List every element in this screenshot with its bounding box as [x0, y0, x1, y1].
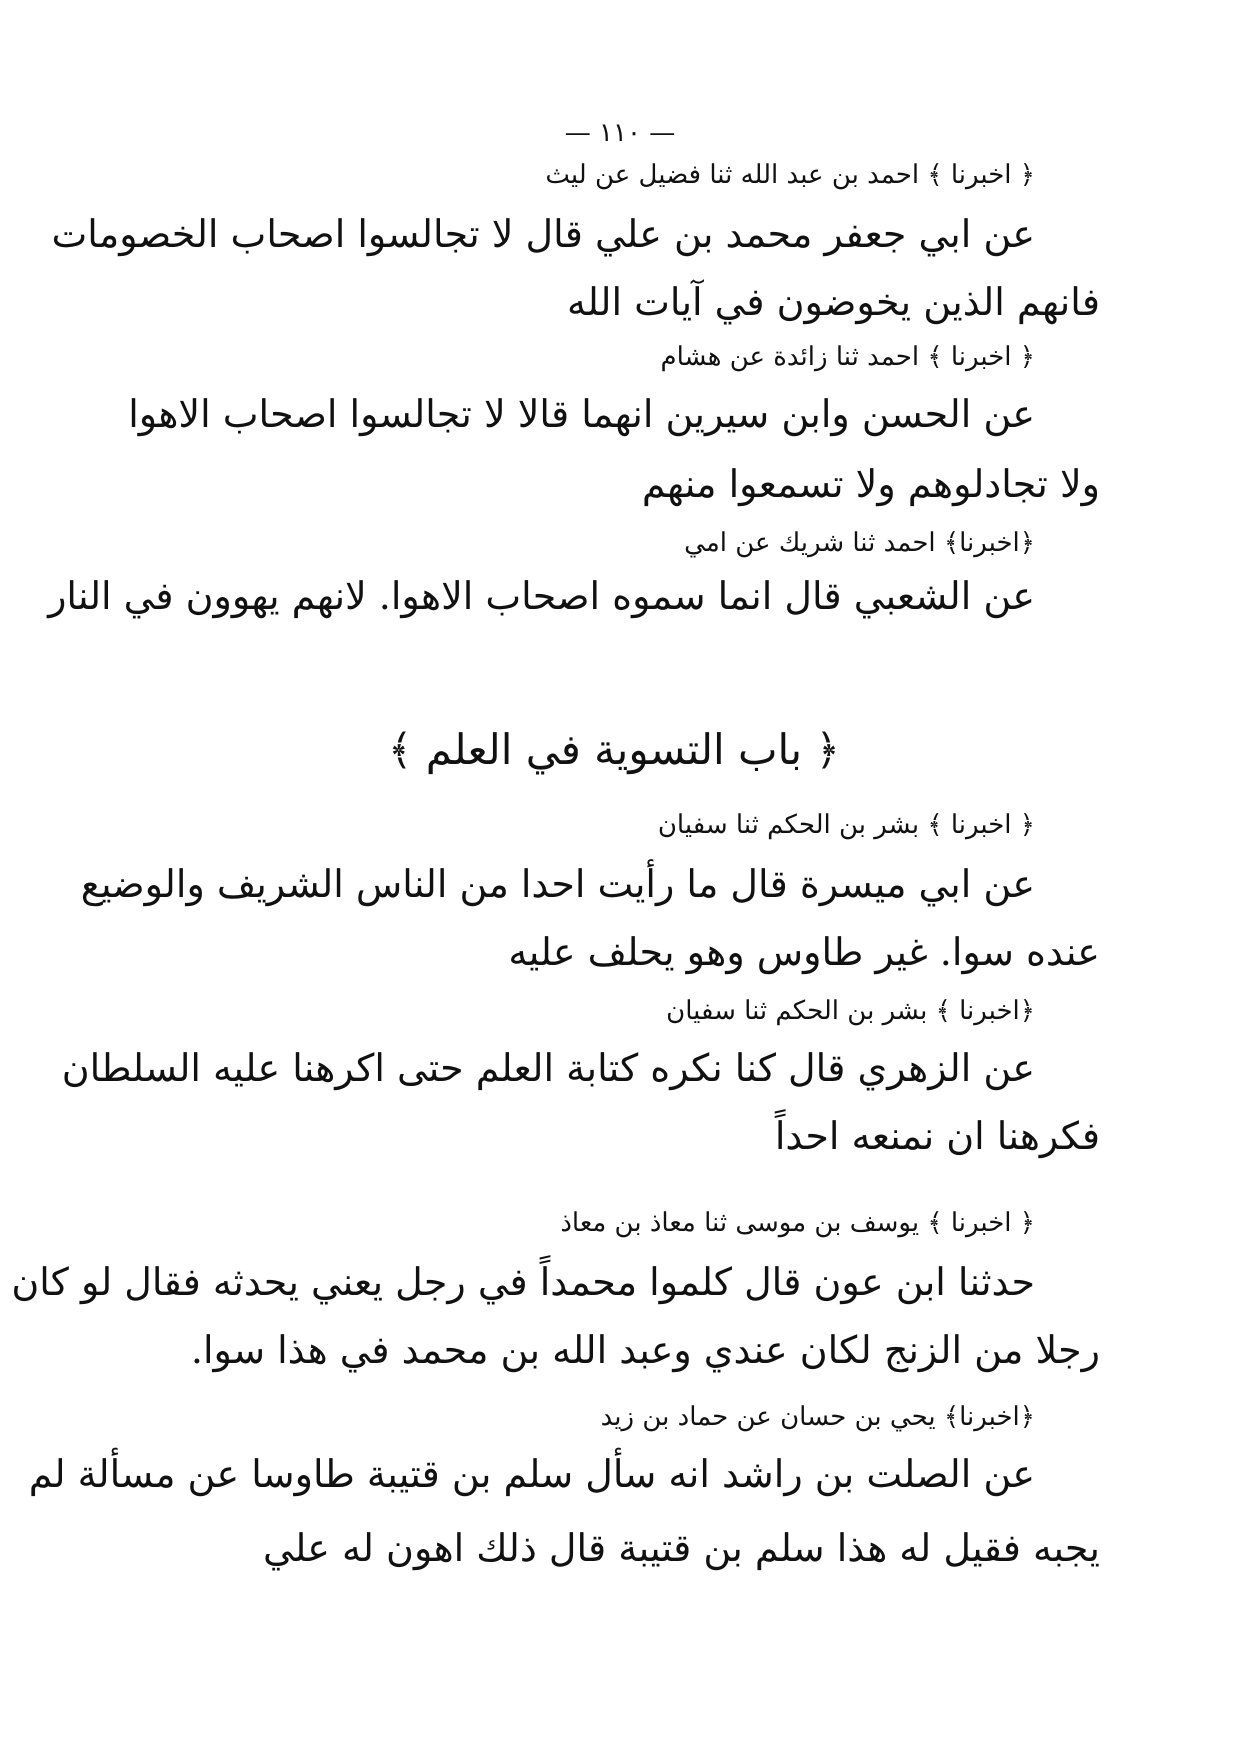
text-line: فانهم الذين يخوضون في آيات الله [566, 280, 1100, 324]
isnad-line: ﴿ اخبرنا ﴾ بشر بن الحكم ثنا سفيان [657, 810, 1035, 840]
text-line: عن الصلت بن راشد انه سأل سلم بن قتيبة طاوسا عن مسألة لم [28, 1452, 1035, 1496]
isnad-line: ﴿ اخبرنا ﴾ احمد ثنا زائدة عن هشام [660, 342, 1035, 372]
text-line: رجلا من الزنج لكان عندي وعبد الله بن محمد في هذا سوا. [190, 1328, 1100, 1372]
text-line: حدثنا ابن عون قال كلموا محمداً في رجل يعني يحدثه فقال لو كان [11, 1260, 1035, 1304]
text-line: ولا تجادلوهم ولا تسمعوا منهم [641, 462, 1100, 506]
page-number: — ١١٠ — [564, 118, 676, 148]
text-line: فكرهنا ان نمنعه احداً [774, 1114, 1100, 1158]
isnad-line: ﴿اخبرنا﴾ احمد ثنا شريك عن امي [684, 528, 1035, 558]
text-line: عن الحسن وابن سيرين انهما قالا لا تجالسوا اصحاب الاهوا [128, 392, 1035, 436]
isnad-line: ﴿ اخبرنا ﴾ يوسف بن موسى ثنا معاذ بن معاذ [560, 1208, 1035, 1238]
text-line: عن الشعبي قال انما سموه اصحاب الاهوا. لانهم يهوون في النار [48, 574, 1035, 618]
isnad-line: ﴿اخبرنا ﴾ بشر بن الحكم ثنا سفيان [666, 996, 1035, 1026]
chapter-heading: ﴿ باب التسوية في العلم ﴾ [387, 725, 840, 774]
text-line: عنده سوا. غير طاوس وهو يحلف عليه [508, 930, 1100, 974]
isnad-line: ﴿ اخبرنا ﴾ احمد بن عبد الله ثنا فضيل عن ليث [545, 160, 1035, 190]
text-line: يجبه فقيل له هذا سلم بن قتيبة قال ذلك اهون له علي [263, 1526, 1100, 1570]
text-line: عن الزهري قال كنا نكره كتابة العلم حتى اكرهنا عليه السلطان [61, 1046, 1035, 1090]
text-line: عن ابي جعفر محمد بن علي قال لا تجالسوا اصحاب الخصومات [51, 212, 1035, 256]
isnad-line: ﴿اخبرنا﴾ يحي بن حسان عن حماد بن زيد [600, 1402, 1035, 1432]
text-line: عن ابي ميسرة قال ما رأيت احدا من الناس الشريف والوضيع [80, 862, 1035, 906]
